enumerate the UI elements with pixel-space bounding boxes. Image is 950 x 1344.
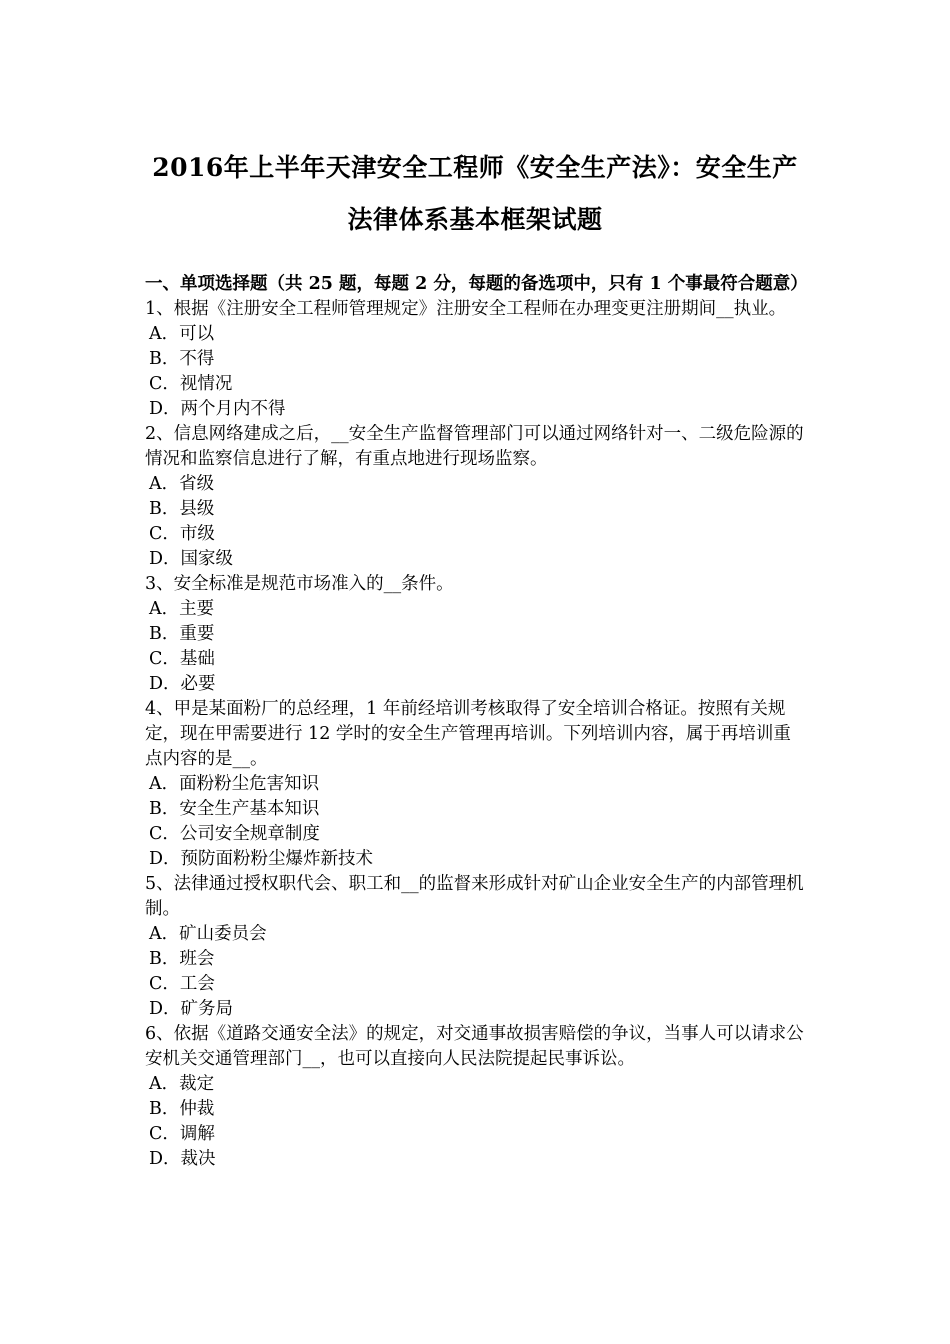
option-text: 矿务局	[180, 999, 234, 1019]
option-text: 面粉粉尘危害知识	[179, 774, 320, 794]
option-text: 仲裁	[179, 1099, 215, 1119]
option-text: 视情况	[179, 374, 233, 394]
answer-option	[145, 522, 808, 547]
option-letter: C．	[149, 1124, 180, 1144]
option-text: 预防面粉粉尘爆炸新技术	[180, 849, 374, 869]
option-text: 矿山委员会	[179, 924, 267, 944]
option-text: 裁定	[179, 1074, 215, 1094]
section-heading: 一、单项选择题（共 25 题，每题 2 分，每题的备选项中，只有 1 个事最符合题意）	[145, 274, 808, 294]
question-text: 1、根据《注册安全工程师管理规定》注册安全工程师在办理变更注册期间__执业。	[145, 299, 787, 319]
option-text: 必要	[180, 674, 216, 694]
answer-option	[145, 322, 808, 347]
option-letter: C．	[149, 524, 180, 544]
question-text: 4、甲是某面粉厂的总经理，1 年前经培训考核取得了安全培训合格证。按照有关规定，现在甲需要进行 12 学时的安全生产管理再培训。下列培训内容，属于再培训重点内容的是__。	[145, 699, 791, 769]
option-text: 重要	[179, 624, 215, 644]
answer-option	[145, 347, 808, 372]
option-letter: B．	[149, 499, 180, 519]
option-letter: C．	[149, 374, 180, 394]
answer-option	[145, 597, 808, 622]
answer-option	[145, 672, 808, 697]
option-letter: A．	[149, 1074, 180, 1094]
answer-option	[145, 847, 808, 872]
question-text: 3、安全标准是规范市场准入的__条件。	[145, 574, 454, 594]
option-text: 主要	[179, 599, 215, 619]
answer-option	[145, 972, 808, 997]
option-letter: B．	[149, 1099, 180, 1119]
option-letter: D．	[149, 399, 181, 419]
option-letter: B．	[149, 624, 180, 644]
option-letter: D．	[149, 999, 181, 1019]
answer-option	[145, 947, 808, 972]
answer-option	[145, 822, 808, 847]
option-text: 班会	[179, 949, 215, 969]
option-letter: D．	[149, 1149, 181, 1169]
option-letter: B．	[149, 949, 180, 969]
question-block	[145, 572, 808, 697]
option-text: 省级	[179, 474, 215, 494]
answer-option	[145, 1072, 808, 1097]
option-letter: D．	[149, 549, 181, 569]
option-letter: A．	[149, 774, 180, 794]
answer-option	[145, 622, 808, 647]
question-text: 2、信息网络建成之后，__安全生产监督管理部门可以通过网络针对一、二级危险源的情况和监察信息进行了解，有重点地进行现场监察。	[145, 424, 804, 469]
option-text: 可以	[179, 324, 215, 344]
answer-option	[145, 472, 808, 497]
option-letter: A．	[149, 324, 180, 344]
option-text: 基础	[179, 649, 215, 669]
document-title-line-2: 法律体系基本框架试题	[347, 205, 603, 234]
answer-option	[145, 1122, 808, 1147]
option-text: 国家级	[180, 549, 234, 569]
question-block	[145, 872, 808, 1022]
answer-option	[145, 647, 808, 672]
question-text: 6、依据《道路交通安全法》的规定，对交通事故损害赔偿的争议，当事人可以请求公安机关交通管理部门__，也可以直接向人民法院提起民事诉讼。	[145, 1024, 804, 1069]
answer-option	[145, 497, 808, 522]
option-text: 市级	[179, 524, 215, 544]
option-letter: B．	[149, 799, 180, 819]
question-block	[145, 297, 808, 422]
option-letter: D．	[149, 849, 181, 869]
option-text: 县级	[179, 499, 215, 519]
option-letter: A．	[149, 924, 180, 944]
answer-option	[145, 797, 808, 822]
option-letter: A．	[149, 474, 180, 494]
option-letter: A．	[149, 599, 180, 619]
option-text: 安全生产基本知识	[179, 799, 320, 819]
option-letter: D．	[149, 674, 181, 694]
answer-option	[145, 372, 808, 397]
option-letter: B．	[149, 349, 180, 369]
question-text: 5、法律通过授权职代会、职工和__的监督来形成针对矿山企业安全生产的内部管理机制。	[145, 874, 804, 919]
option-text: 调解	[179, 1124, 215, 1144]
option-text: 工会	[179, 974, 215, 994]
option-text: 公司安全规章制度	[179, 824, 320, 844]
option-letter: C．	[149, 649, 180, 669]
option-text: 不得	[179, 349, 215, 369]
answer-option	[145, 772, 808, 797]
option-text: 两个月内不得	[180, 399, 286, 419]
answer-option	[145, 397, 808, 422]
answer-option	[145, 1147, 808, 1172]
answer-option	[145, 1097, 808, 1122]
question-block	[145, 697, 808, 872]
option-letter: C．	[149, 824, 180, 844]
answer-option	[145, 922, 808, 947]
option-text: 裁决	[180, 1149, 216, 1169]
answer-option	[145, 547, 808, 572]
question-block	[145, 422, 808, 572]
question-block	[145, 1022, 808, 1172]
document-body	[145, 272, 808, 1172]
document-title-line-1: 2016年上半年天津安全工程师《安全生产法》：安全生产	[152, 153, 798, 182]
answer-option	[145, 997, 808, 1022]
option-letter: C．	[149, 974, 180, 994]
